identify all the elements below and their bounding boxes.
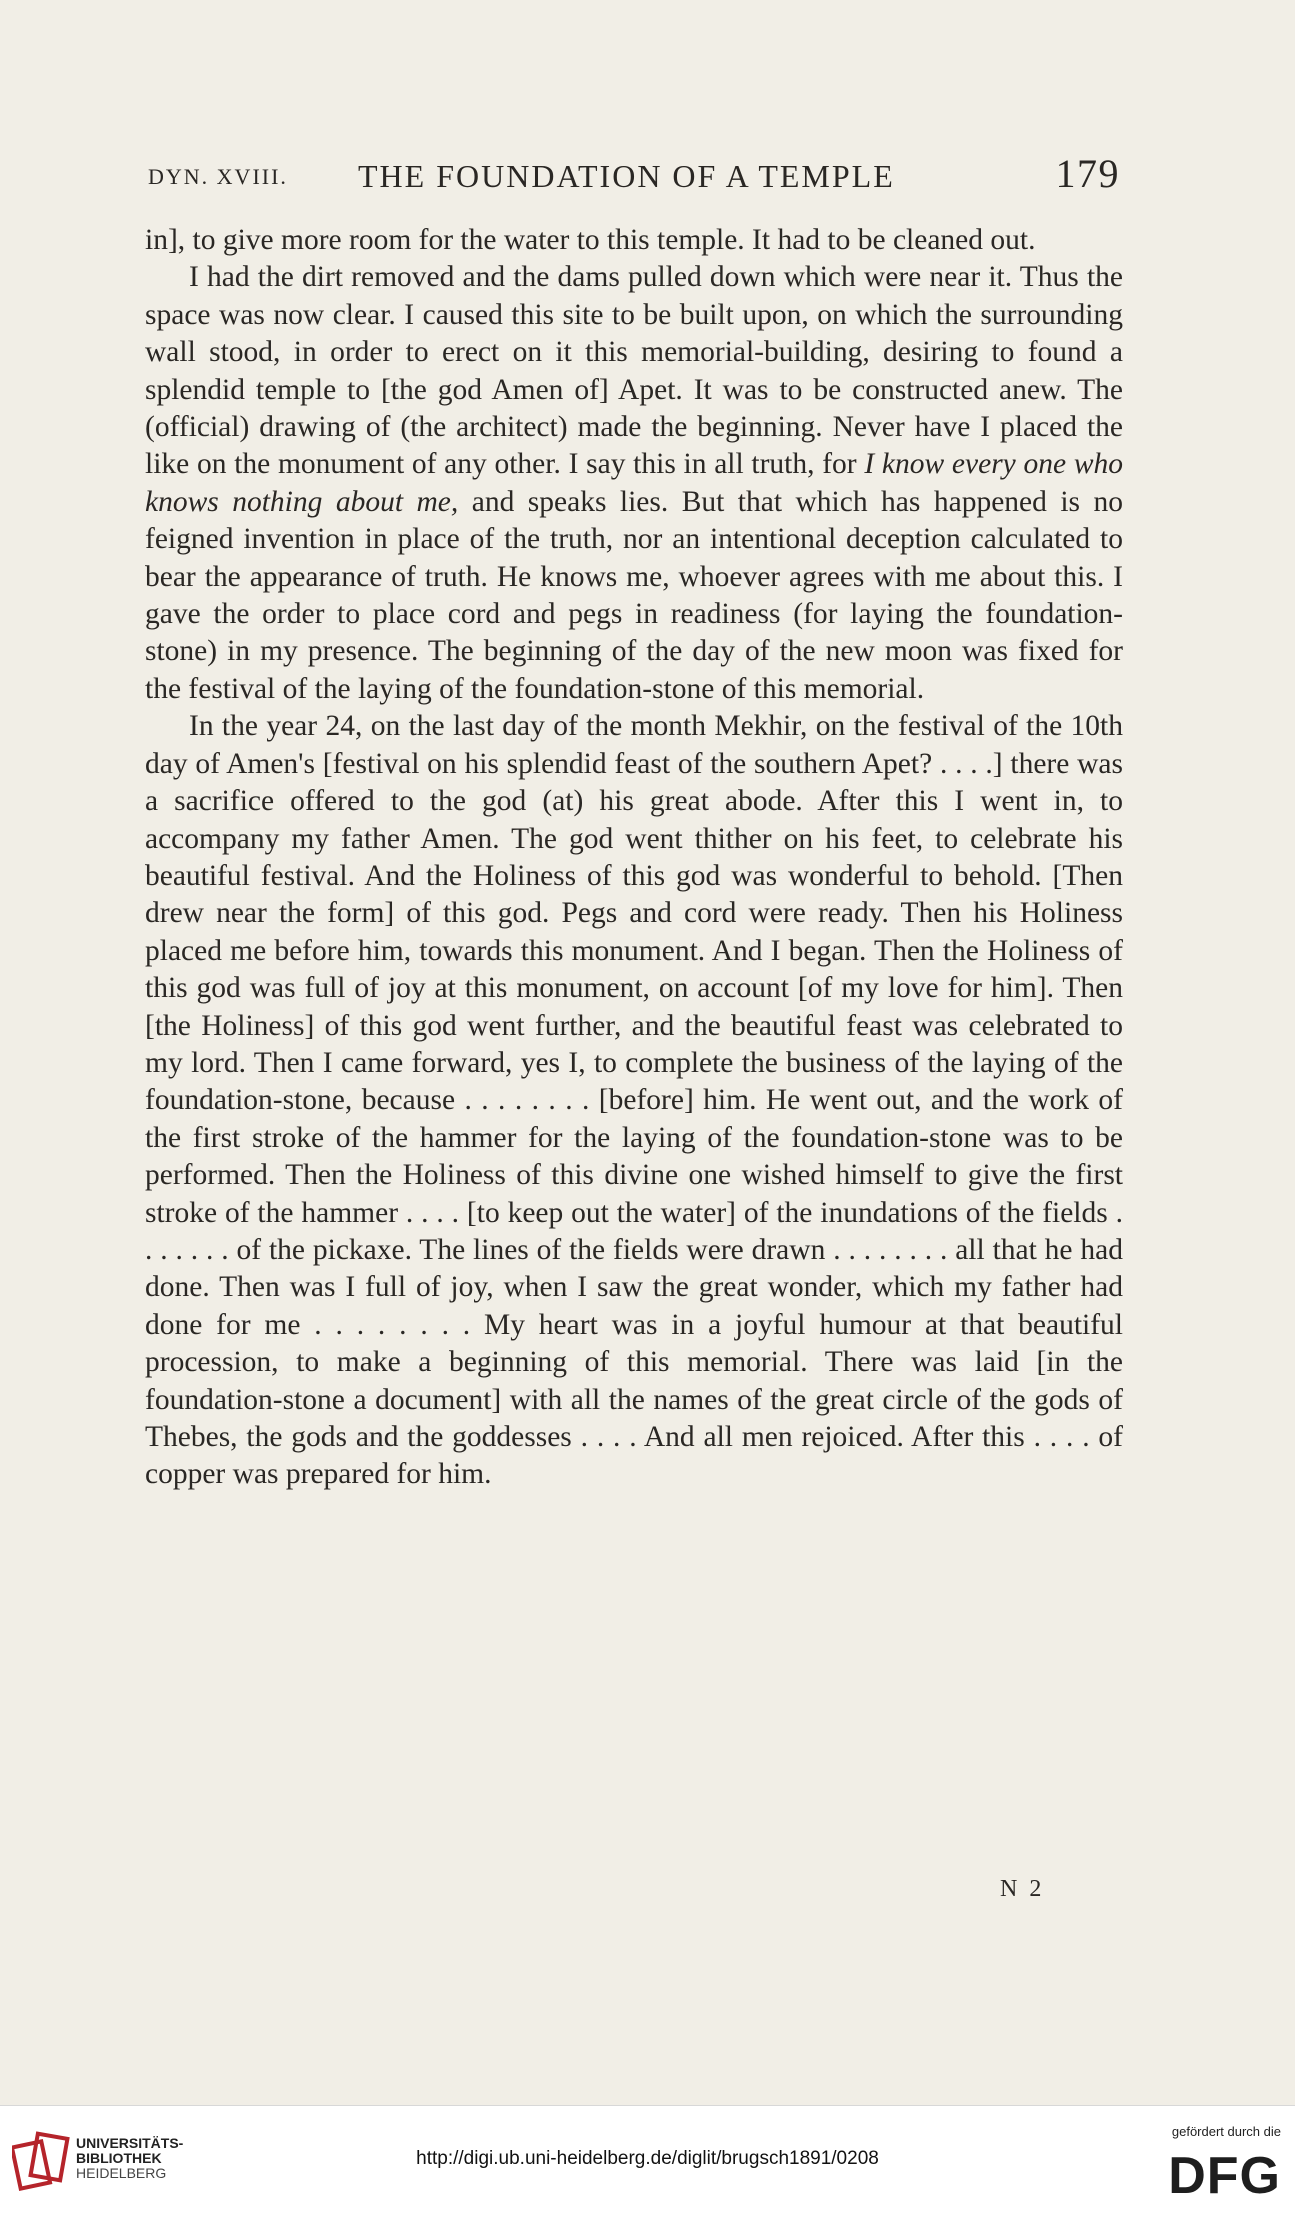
body-text (145, 222, 1123, 1494)
running-head (140, 150, 1120, 200)
funder-label: gefördert durch die (1171, 2124, 1281, 2139)
library-name-line-1: UNIVERSITÄTS- (76, 2135, 184, 2151)
dynasty-label: DYN. XVIII. (148, 164, 288, 189)
library-name-line-2: BIBLIOTHEK (76, 2150, 162, 2166)
signature-mark: N 2 (1000, 1876, 1045, 1902)
footer-bar (0, 2105, 1295, 2214)
page-number: 179 (1055, 151, 1120, 196)
dfg-logo: DFG (1168, 2147, 1281, 2205)
paragraph-2-italic: I know every one who knows nothing about me, (145, 448, 1124, 518)
source-url-link[interactable]: http://digi.ub.uni-heidelberg.de/diglit/brugsch1891/0208 (416, 2148, 879, 2169)
paragraph-2-end: and speaks lies. But that which has happened is no feigned invention in place of the truth, nor an intentional deception calculated to bear the appearance of truth. He knows me, whoever agrees with me about this. I gave the order to place cord and pegs in readiness (for laying the foundation-stone) in my presence. The beginning of the day of the new moon was fixed for the festival of the laying of the foundation-stone of this memorial. (145, 485, 1123, 705)
paragraph-2-start: I had the dirt removed and the dams pulled down which were near it. Thus the space was now clear. I caused this site to be built upon, on which the surrounding wall stood, in order to erect on it this memorial-building, desiring to found a splendid temple to [the god Amen of] Apet. It was to be constructed anew. The (official) drawing of (the architect) made the beginning. Never have I placed the like on the monument of any other. I say this in all truth, for (145, 261, 1123, 481)
paragraph-1: in], to give more room for the water to this temple. It had to be cleaned out. (145, 224, 1036, 256)
paragraph-2 (145, 259, 1123, 708)
page-title: THE FOUNDATION OF A TEMPLE (358, 158, 895, 194)
library-name-line-3: HEIDELBERG (76, 2165, 167, 2181)
paragraph-3: In the year 24, on the last day of the month Mekhir, on the festival of the 10th day of Amen's [festival on his splendid feast of the southern Apet? . . . .] there was a sacrifice offered to the god (at) his great abode. After this I went in, to accompany my father Amen. The god went thither on his feet, to celebrate his beautiful festival. And the Holiness of this god was wonderful to behold. [Then drew near the form] of this god. Pegs and cord were ready. Then his Holiness placed me before him, towards this monument. And I began. Then the Holiness of this god was full of joy at this monument, on account [of my love for him]. Then [the Holiness] of this god went further, and the beautiful feast was celebrated to my lord. Then I came forward, yes I, to complete the business of the laying of the foundation-stone, because . . . . . . . . [before] him. He went out, and the work of the first stroke of the hammer for the laying of the foundation-stone was to be performed. Then the Holiness of this divine one wished himself to give the first stroke of the hammer . . . . [to keep out the water] of the inundations of the fields . . . . . . . of the pickaxe. The lines of the fields were drawn . . . . . . . . all that he had done. Then was I full of joy, when I saw the great wonder, which my father had done for me . . . . . . . . My heart was in a joyful humour at that beautiful procession, to make a beginning of this memorial. There was laid [in the foundation-stone a document] with all the names of the great circle of the gods of Thebes, the gods and the goddesses . . . . And all men rejoiced. After this . . . . of copper was prepared for him. (145, 710, 1123, 1491)
